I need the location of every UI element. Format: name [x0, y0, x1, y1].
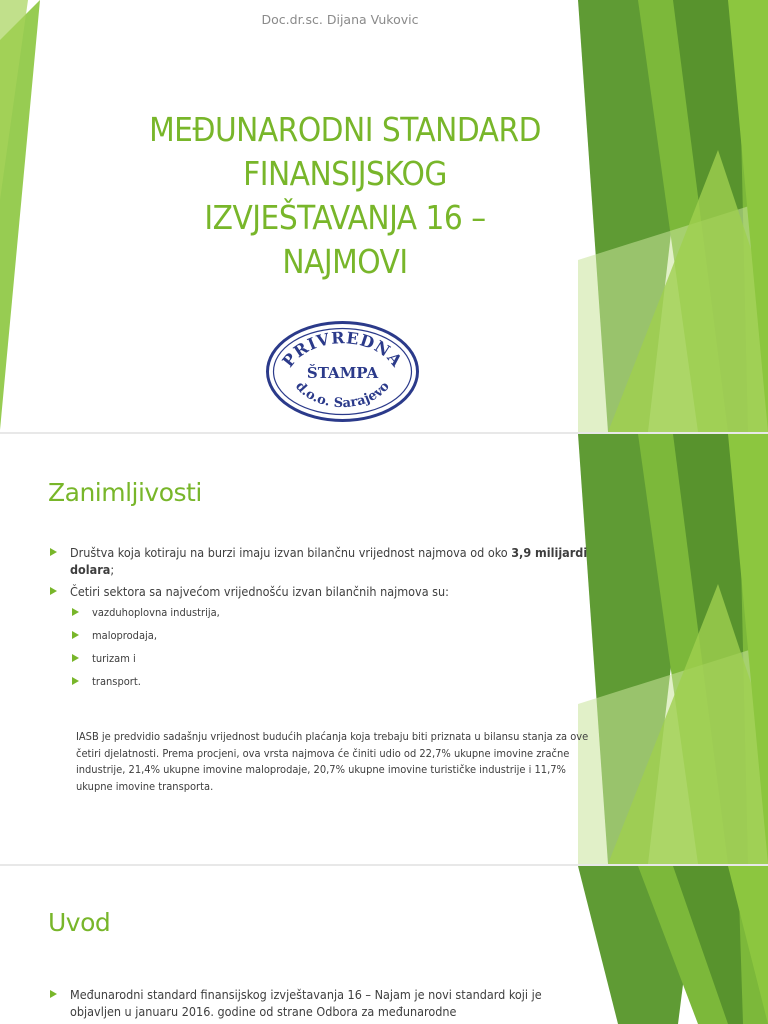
title-line: IZVJEŠTAVANJA 16 –	[204, 198, 486, 237]
bullet-list	[50, 986, 590, 1024]
list-item	[50, 544, 590, 578]
left-green-decoration	[0, 0, 40, 432]
bullet-arrow-icon	[50, 990, 57, 998]
svg-text:PRIVREDNA: PRIVREDNA	[278, 328, 407, 371]
bullet-arrow-icon	[72, 608, 79, 616]
list-item	[50, 583, 590, 600]
title-line: FINANSIJSKOG	[243, 154, 447, 193]
interesting-facts-slide	[0, 434, 768, 864]
title-slide	[0, 0, 768, 432]
bullet-list	[50, 544, 590, 697]
list-item	[50, 986, 590, 1020]
sub-item-text: transport.	[92, 675, 141, 688]
bullet-arrow-icon	[72, 677, 79, 685]
sub-list-item	[72, 605, 590, 620]
sub-list-item	[72, 651, 590, 666]
bullet-bold-value: 3,9 milijardi dolara	[70, 545, 588, 577]
bullet-text: Društva koja kotiraju na burzi imaju izvan bilančnu vrijednost najmova od oko	[70, 545, 508, 560]
sub-list-item	[72, 674, 590, 689]
company-stamp-logo	[265, 320, 420, 423]
bullet-text: Četiri sektora sa najvećom vrijednošću izvan bilančnih najmova su:	[70, 584, 449, 599]
author-name: Doc.dr.sc. Dijana Vukovic	[261, 12, 419, 27]
bullet-arrow-icon	[72, 654, 79, 662]
introduction-slide	[0, 866, 768, 1024]
bullet-arrow-icon	[72, 631, 79, 639]
sub-item-text: turizam i	[92, 652, 136, 665]
title-line: MEĐUNARODNI STANDARD	[149, 110, 541, 149]
section-heading: Uvod	[48, 908, 111, 937]
right-green-decoration	[578, 866, 768, 1024]
sub-item-text: vazduhoplovna industrija,	[92, 606, 220, 619]
body-paragraph: IASB je predvidio sadašnju vrijednost budućih plaćanja koja trebaju biti priznata u bilansu stanja za ove četiri djelatnosti. Prema procjeni, ova vrsta najmova će činiti udio od 22,7% ukupne imovine zračne industrije, 21,4% ukupne imovine maloprodaje, 20,7% ukupne imovine turističke industrije i 11,7% ukupne imovine transporta.	[76, 730, 589, 793]
sub-list-item	[72, 628, 590, 643]
section-heading: Zanimljivosti	[48, 478, 202, 507]
bullet-tail: ;	[110, 562, 115, 577]
svg-text:ŠTAMPA: ŠTAMPA	[306, 364, 379, 382]
title-line: NAJMOVI	[282, 242, 408, 281]
sub-item-text: maloprodaja,	[92, 629, 157, 642]
presentation-title	[60, 108, 630, 284]
bullet-arrow-icon	[50, 587, 57, 595]
bullet-arrow-icon	[50, 548, 57, 556]
right-green-decoration	[578, 434, 768, 864]
bullet-text: Međunarodni standard finansijskog izvještavanja 16 – Najam je novi standard koji je objavljen u januaru 2016. godine od strane Odbora za međunarodne	[70, 987, 542, 1019]
svg-text:d.o.o. Sarajevo: d.o.o. Sarajevo	[292, 379, 393, 412]
